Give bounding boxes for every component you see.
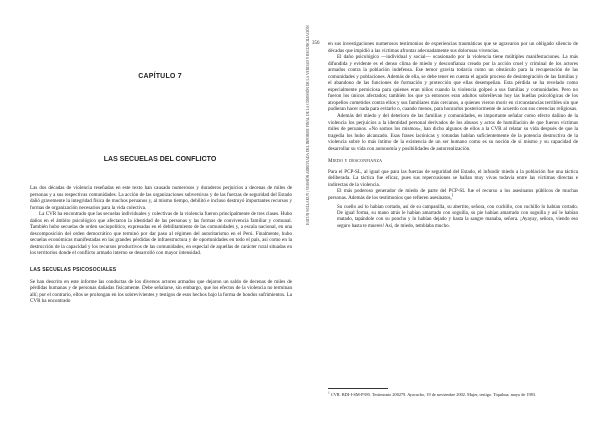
right-page bbox=[328, 41, 578, 232]
paragraph: Se han descrito en este informe las conductas de los diversos actores armados que dejaron un saldo de decenas de miles de pérdidas humanas y de personas dañadas físicamente. Debe señalarse, sin embargo, que los efectos de la violencia no terminan allí; por el contrario, ellos se prolongan en los sobrevivientes y testigos de esos hechos bajo la forma de hondos sufrimientos. La CVR ha encontrado bbox=[30, 278, 292, 305]
chapter-number: CAPÍTULO 7 bbox=[138, 73, 182, 80]
footnote-marker[interactable]: 1 bbox=[451, 193, 454, 198]
paragraph-text: El más poderoso generador de miedo de parte del PCP-SL fue el recurso a los asesinatos públicos de muchas personas. Además de los testimonios que refieren asesinatos, bbox=[328, 188, 578, 202]
paragraph: Para el PCP-SL, al igual que para las fuerzas de seguridad del Estado, el infundir miedo a la población fue una táctica deliberada. La táctica fue eficaz, pues sus repercusiones se hallan muy vivas todavía entre las víctimas directas e indirectas de la violencia. bbox=[328, 168, 578, 188]
running-head: HATUN WILLAKUY | VERSIÓN ABREVIADA DEL INFORME FINAL DE LA COMISIÓN DE LA VERDAD Y RECONCILIACIÓN bbox=[306, 25, 310, 225]
section-heading: LAS SECUELAS PSICOSOCIALES bbox=[30, 267, 117, 274]
paragraph: La CVR ha encontrado que las secuelas individuales y colectivas de la violencia fueron principalmente de tres clases. Hubo daños en el ámbito psicológico que afectaron la identidad de las personas y las formas de convivencia familiar y comunal. También hubo secuelas de orden sociopolítico, expresadas en el debilitamiento de las comunidades y, a escala nacional, en una descomposición del orden democrático que terminó por dar paso al régimen del autoritarismo en el Perú. Finalmente, hubo secuelas económicas manifestadas en las grandes pérdidas de infraestructura y de oportunidades en todo el país, así como en la destrucción de la capacidad y los recursos productivos de las comunidades, en especial de aquellas de carácter rural situadas en los territorios donde el conflicto armado interno se desarrolló con mayor intensidad. bbox=[30, 211, 292, 257]
left-body bbox=[30, 185, 292, 305]
paragraph: El daño psicológico —individual y social— ocasionado por la violencia tiene múltiples manifestaciones. La más difundida y evidente es el denso clima de miedo y desconfianza creado por la acción cruel y criminal de los actores armados contra la población indefensa. Ese temor gravita todavía como un obstáculo para la recuperación de las comunidades y poblaciones. Además de ella, se debe tener en cuenta el agudo proceso de desintegración de las familias y el abandono de las funciones de formación y protección que ellas desempeñan. Esta pérdida se ha revelado como especialmente perniciosa para quienes eran niños cuando la violencia golpeó a sus familias y comunidades. Pero no fueron los únicos afectados; también los que ya entonces eran adultos sobrellevan hoy las huellas psicológicas de los atropellos cometidos contra ellos y sus familiares más cercanos, a quienes vieron morir en circunstancias terribles sin que pudieran hacer nada para evitarlo o, cuando menos, para honrarlos posteriormente de acuerdo con sus creencias religiosas. bbox=[328, 54, 578, 113]
footnote bbox=[328, 392, 578, 398]
footnote-divider bbox=[328, 388, 388, 389]
paragraph-with-footnote bbox=[328, 188, 578, 201]
block-quote: Su cuello así lo habían cortado, así de su campanilla, su abertito, señora, con cuchillo, con cuchillo lo habían cortado. De igual forma, su mano atrás le habían amarrado con soguilla, su pie habían amarrado con soguilla y así le habían matado, tapándole con su poncho y lo habían dejado y hasta la sangre manaba, señora. ¡Ayayay, señora, viendo eso seguro hasta te mueres! Así, de miedo, temblaba mucho. bbox=[337, 204, 578, 229]
page-number: 356 bbox=[312, 41, 320, 46]
paragraph: Las dos décadas de violencia reseñadas en este texto han causado numerosos y duraderos perjuicios a decenas de miles de personas y a sus respectivas comunidades. La acción de las organizaciones subversivas y de las fuerzas de seguridad del Estado dañó gravemente la integridad física de muchos peruanos y, al mismo tiempo, debilitó e incluso destruyó importantes recursos y formas de organización necesarios para la vida colectiva. bbox=[30, 185, 292, 211]
chapter-title: LAS SECUELAS DEL CONFLICTO bbox=[103, 156, 217, 163]
left-page bbox=[30, 0, 300, 431]
subheading: Miedo y desconfianza bbox=[328, 158, 383, 165]
paragraph: en sus investigaciones numerosos testimonios de experiencias traumáticas que se agravaron por un obligado silencio de décadas que impidió a las víctimas afrontar adecuadamente sus dolorosas vivencias. bbox=[328, 41, 578, 54]
footnote-number: 1 bbox=[328, 390, 330, 395]
footnote-text: CVR. BDI-I-SM-P395. Testimonio 200279. Ayacucho, 19 de noviembre 2002. Mujer, testigo. Tiquihua, mayo de 1983. bbox=[330, 392, 536, 397]
paragraph: Además del miedo y del deterioro de las familias y comunidades, es importante señalar como efecto dañino de la violencia los perjuicios a la identidad personal derivados de los abusos y actos de humillación de que fueron víctimas miles de peruanos. «No somos los mismos», han dicho algunos de ellos a la CVR al relatar su vida después de que la tragedia los hubo alcanzado. Esas frases lacónicas y rotundas hablan suficientemente de la potencia destructiva de la violencia sobre lo más íntimo de la existencia de un ser humano como es su noción de sí mismo y su capacidad de desarrollar su vida con autonomía y posibilidades de autorrealización. bbox=[328, 113, 578, 152]
